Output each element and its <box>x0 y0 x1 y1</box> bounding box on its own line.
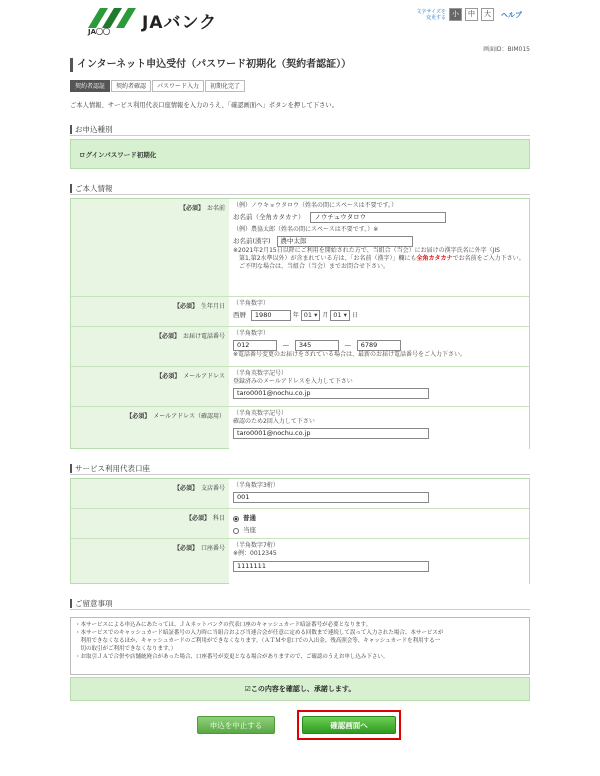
birthdate-row <box>71 297 529 327</box>
personal-info-heading: ご本人情報 <box>70 183 530 195</box>
email-confirm-cell <box>229 407 529 449</box>
brand-name: JAバンク <box>142 13 218 33</box>
kanji-note-2: 第1,第2水準以外）が含まれている方は、「お名前（漢字）」欄にも全角カタカナでお名前をご入力下さい。 <box>239 255 525 262</box>
branch-label: 【必須】 支店番号 <box>173 485 225 492</box>
font-size-switcher <box>412 8 522 21</box>
phone-part3-input[interactable]: 6789 <box>357 340 401 351</box>
kana-name-input[interactable]: ノウチュウタロウ <box>310 212 446 223</box>
phone-part1-input[interactable]: 012 <box>233 340 277 351</box>
phone-part2-input[interactable]: 345 <box>295 340 339 351</box>
account-number-cell <box>229 539 529 584</box>
radio-unchecked-icon[interactable] <box>233 528 239 534</box>
email-label: 【必須】 メールアドレス <box>156 373 225 380</box>
birthdate-hint: （半角数字） <box>233 300 270 307</box>
era-label: 西暦 <box>233 311 246 319</box>
birth-day-select[interactable]: 01 ▾ <box>330 310 350 321</box>
year-unit: 年 <box>292 312 299 319</box>
kana-label: お名前（全角カタカナ） <box>233 213 305 221</box>
application-type-box <box>70 139 530 169</box>
font-size-large-button[interactable]: 大 <box>481 8 494 21</box>
page-title: インターネット申込受付（パスワード初期化（契約者認証）） <box>70 58 530 72</box>
account-number-row <box>71 539 529 584</box>
account-number-hint: （半角数字7桁） <box>233 542 279 549</box>
email-confirm-input[interactable]: taro0001@nochu.co.jp <box>233 428 429 439</box>
cancel-application-button[interactable]: 申込を中止する <box>197 716 275 734</box>
phone-cell <box>229 327 529 366</box>
font-size-medium-button[interactable]: 中 <box>465 8 478 21</box>
month-unit: 月 <box>322 312 329 319</box>
account-number-input[interactable]: 1111111 <box>233 561 429 572</box>
email-confirm-row <box>71 407 529 449</box>
day-unit: 日 <box>351 312 358 319</box>
brand-sub: JA〇〇 <box>88 28 111 36</box>
header <box>70 0 530 36</box>
note-item: 切の取引がご利用できなくなります。） <box>75 646 177 652</box>
email-row <box>71 367 529 407</box>
account-number-example: ※例：0012345 <box>233 550 277 557</box>
subject-cell <box>229 509 529 538</box>
kanji-note-4: ご不明な場合は、当組合（当会）までお問合せ下さい。 <box>239 263 390 270</box>
font-size-label: 文字サイズを変更する <box>416 8 446 21</box>
confirm-screen-button[interactable]: 確認画面へ <box>302 716 396 734</box>
phone-dash-2: ― <box>344 342 351 349</box>
kanji-label: お名前(漢字) <box>233 237 271 245</box>
birthdate-cell <box>229 297 529 326</box>
screen-id: 画面ID：BIM015 <box>483 46 530 53</box>
email-confirm-hint: （半角英数字記号） <box>233 410 288 417</box>
birth-month-select[interactable]: 01 ▾ <box>301 310 321 321</box>
agree-checkbox[interactable]: ☑この内容を確認し、承諾します。 <box>70 677 530 701</box>
name-cell <box>229 199 529 296</box>
phone-row <box>71 327 529 367</box>
branch-cell <box>229 479 529 508</box>
branch-row <box>71 479 529 509</box>
email-note: 登録済みのメールアドレスを入力して下さい <box>233 378 353 385</box>
name-row <box>71 199 529 297</box>
email-input[interactable]: taro0001@nochu.co.jp <box>233 388 429 399</box>
name-label: 【必須】 お名前 <box>179 205 225 212</box>
application-type-value: ログインパスワード初期化 <box>79 151 157 159</box>
font-size-small-button[interactable]: 小 <box>449 8 462 21</box>
phone-label: 【必須】 お届け電話番号 <box>155 333 225 340</box>
subject-row <box>71 509 529 539</box>
kanji-name-input[interactable]: 農中太郎 <box>277 236 413 247</box>
email-confirm-note: 確認のため2回入力して下さい <box>233 418 315 425</box>
email-hint: （半角英数字記号） <box>233 370 288 377</box>
ja-bank-logo[interactable] <box>78 2 228 36</box>
notes-heading: ご留意事項 <box>70 598 530 610</box>
birth-year-input[interactable]: 1980 <box>251 310 291 321</box>
progress-steps <box>70 80 246 92</box>
application-type-heading: お申込種別 <box>70 124 530 136</box>
subject-option-current[interactable]: 当座 <box>233 525 525 534</box>
personal-info-form <box>70 198 530 449</box>
help-link[interactable]: ヘルプ <box>501 10 522 19</box>
intro-text: ご本人情報、サービス利用代表口座情報を入力のうえ、「確認画面へ」ボタンを押して下さい。 <box>70 102 338 109</box>
radio-checked-icon[interactable] <box>233 516 239 522</box>
account-heading: サービス利用代表口座 <box>70 463 530 475</box>
subject-label: 【必須】 科目 <box>185 515 225 522</box>
step-contract-auth: 契約者認証 <box>70 80 110 92</box>
email-confirm-label: 【必須】 メールアドレス（確認用） <box>126 413 225 420</box>
phone-note: ※電話番号変更のお届けをされている場合は、最新のお届け電話番号をご入力下さい。 <box>233 351 467 358</box>
email-cell <box>229 367 529 406</box>
note-item: ・本サービスでのキャッシュカード暗証番号の入力時に当組合および当連合会が任意に定める回数まで連続して誤って入力された場合、本サービスが <box>75 630 444 636</box>
birthdate-label: 【必須】 生年月日 <box>173 303 225 310</box>
phone-hint: （半角数字） <box>233 330 270 337</box>
notes-box <box>70 617 530 675</box>
note-item: ・お取引ＪＡで合併や店舗統廃合があった場合、口座番号が変更となる場合がありますので、ご確認のうえお申し込み下さい。 <box>75 654 389 660</box>
account-form <box>70 478 530 584</box>
note-item: 利用できなくなるほか、キャッシュカードのご利用ができなくなります。（ＡＴＭや窓口での入出金、残高照会等、キャッシュカードを利用する一 <box>75 638 441 644</box>
kanji-example: （例）農協太郎（姓名の間にスペースは不要です。）※ <box>233 226 379 233</box>
branch-hint: （半角数字3桁） <box>233 482 279 489</box>
kanji-note-1: ※2021年2月15日以降にご利用を開始された方で、当組合（当会）にお届けの漢字氏名に外字（JIS <box>233 247 500 254</box>
step-reset-complete: 初期化完了 <box>205 80 245 92</box>
subject-option-ordinary[interactable]: 普通 <box>233 513 525 522</box>
kana-example: （例）ノウキョウタロウ（姓名の間にスペースは不要です。） <box>233 202 398 209</box>
step-contract-confirm: 契約者確認 <box>111 80 151 92</box>
phone-dash-1: ― <box>282 342 289 349</box>
note-item: ・本サービスによる申込みにあたっては、ＪＡネットバンクの代表口座のキャッシュカード暗証番号が必要となります。 <box>75 622 372 628</box>
step-password-input: パスワード入力 <box>152 80 204 92</box>
branch-number-input[interactable]: 001 <box>233 492 429 503</box>
page <box>70 0 530 776</box>
account-number-label: 【必須】 口座番号 <box>173 545 225 552</box>
